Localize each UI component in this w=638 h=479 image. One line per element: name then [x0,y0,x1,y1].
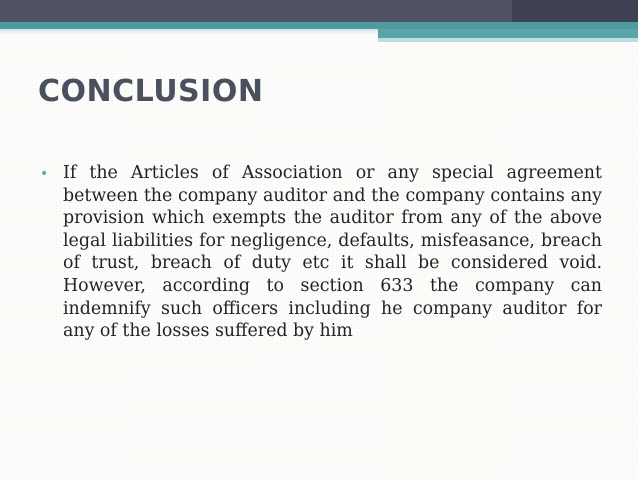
bullet-text: If the Articles of Association or any special agreement between the company auditor and the company contains any provision which exempts the auditor from any of the above legal liabilities for negligence, defaults, misfeasance, breach of trust, breach of duty etc it shall be considered void. However, according to section 633 the company can indemnify such officers including he company auditor for any of the losses suffered by him [63,163,602,342]
bullet-list [40,162,602,343]
header-band-teal-accent [378,29,638,38]
header-band-teal [0,22,638,29]
bullet-dot-icon: • [40,166,49,182]
header-band-dark-accent [512,0,638,22]
header-band-light-left [0,31,378,34]
header-band-light-accent [378,38,638,42]
bullet-item [40,162,602,343]
slide-title: CONCLUSION [38,74,264,109]
